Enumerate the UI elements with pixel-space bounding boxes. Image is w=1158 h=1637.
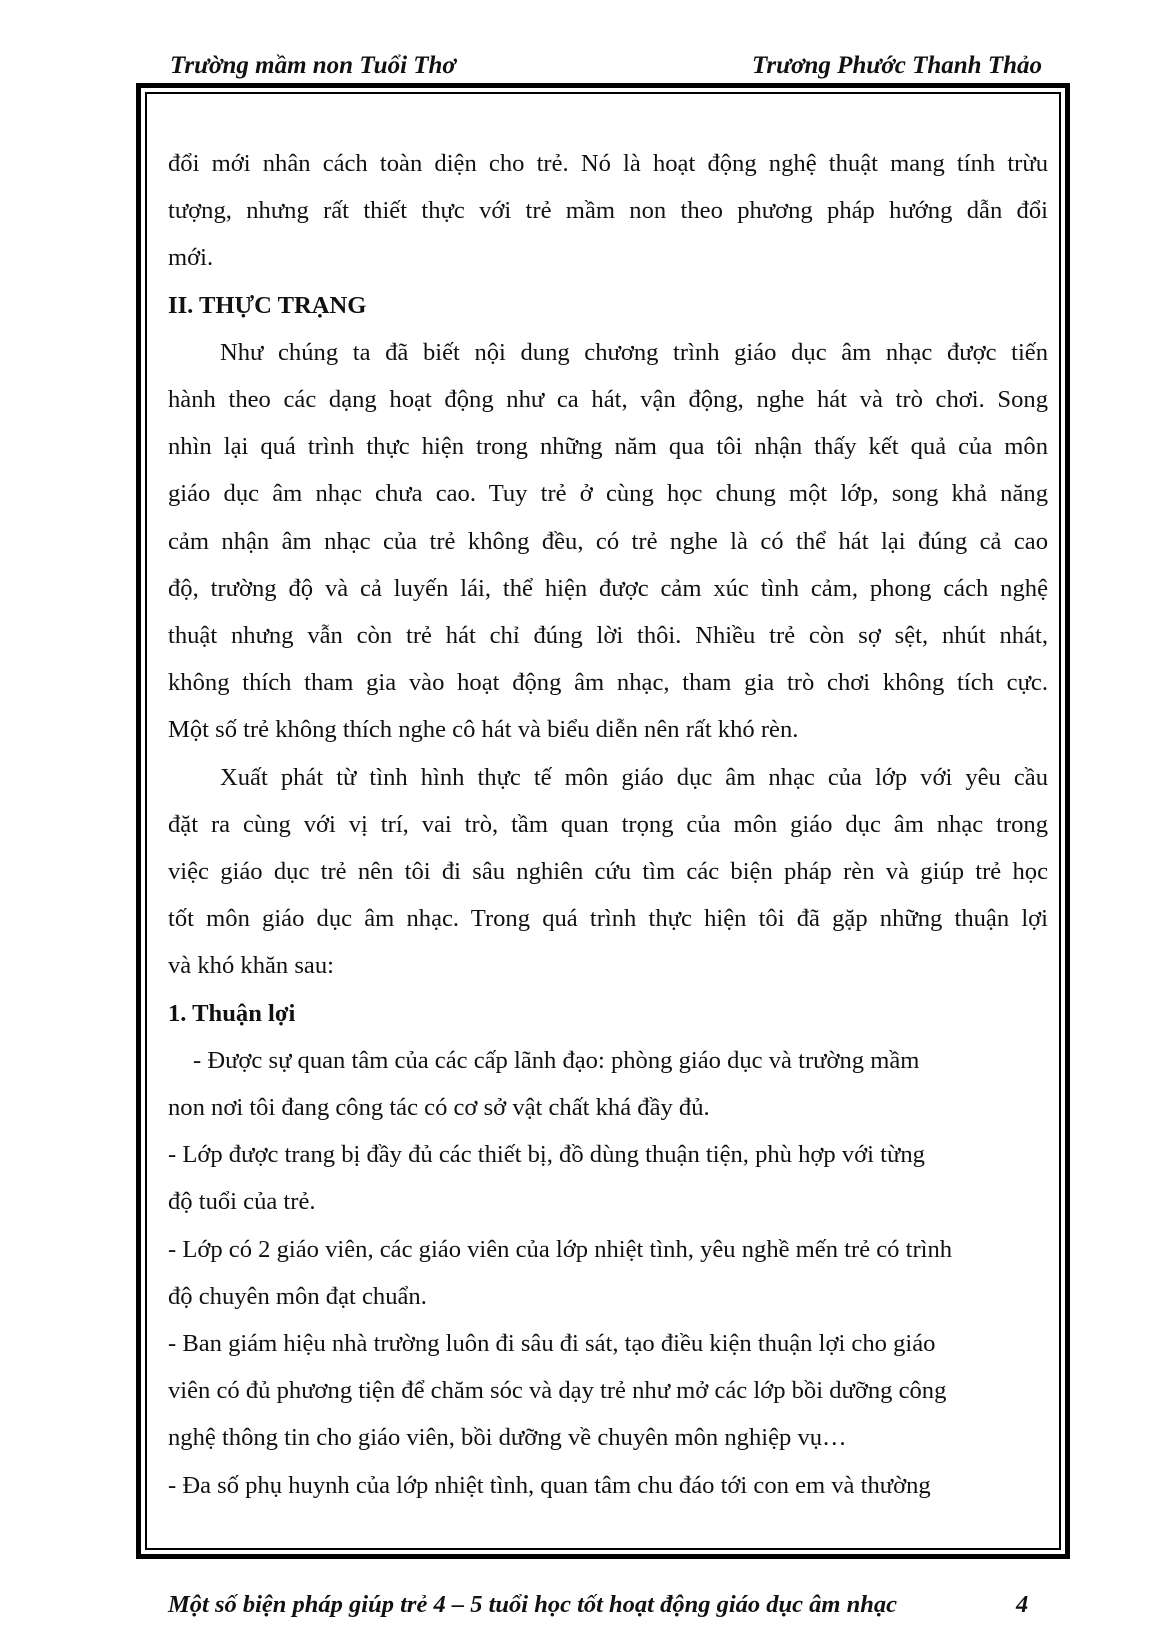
paragraph-line: Như chúng ta đã biết nội dung chương trình giáo dục âm nhạc được tiến — [220, 338, 1048, 366]
bullet-line: - Ban giám hiệu nhà trường luôn đi sâu đi sát, tạo điều kiện thuận lợi cho giáo — [168, 1330, 936, 1358]
paragraph-line: đặt ra cùng với vị trí, vai trò, tầm quan trọng của môn giáo dục âm nhạc trong — [168, 810, 1048, 838]
paragraph-line: Một số trẻ không thích nghe cô hát và biểu diễn nên rất khó rèn. — [168, 716, 799, 744]
paragraph-line: độ, trường độ và cả luyến lái, thể hiện được cảm xúc tình cảm, phong cách nghệ — [168, 574, 1048, 602]
paragraph-line: và khó khăn sau: — [168, 952, 334, 980]
bullet-line: viên có đủ phương tiện để chăm sóc và dạy trẻ như mở các lớp bồi dưỡng công — [168, 1377, 947, 1405]
paragraph-line: tượng, nhưng rất thiết thực với trẻ mầm non theo phương pháp hướng dẫn đổi — [168, 197, 1048, 225]
paragraph-line: không thích tham gia vào hoạt động âm nhạc, tham gia trò chơi không tích cực. — [168, 669, 1048, 697]
subsection-heading: 1. Thuận lợi — [168, 999, 296, 1027]
paragraph-line: thuật nhưng vẫn còn trẻ hát chỉ đúng lời thôi. Nhiều trẻ còn sợ sệt, nhút nhát, — [168, 622, 1048, 650]
bullet-line: độ chuyên môn đạt chuẩn. — [168, 1282, 427, 1310]
footer-document-title: Một số biện pháp giúp trẻ 4 – 5 tuổi học tốt hoạt động giáo dục âm nhạc — [168, 1591, 897, 1618]
bullet-line: độ tuổi của trẻ. — [168, 1188, 316, 1216]
paragraph-line: đổi mới nhân cách toàn diện cho trẻ. Nó là hoạt động nghệ thuật mang tính trừu — [168, 150, 1048, 177]
bullet-line: non nơi tôi đang công tác có cơ sở vật chất khá đầy đủ. — [168, 1094, 710, 1122]
paragraph-line: hành theo các dạng hoạt động như ca hát, vận động, nghe hát và trò chơi. Song — [168, 386, 1048, 414]
section-heading: II. THỰC TRẠNG — [168, 291, 367, 319]
bullet-line: - Được sự quan tâm của các cấp lãnh đạo: phòng giáo dục và trường mầm — [193, 1046, 920, 1074]
bullet-line: - Lớp được trang bị đầy đủ các thiết bị, đồ dùng thuận tiện, phù hợp với từng — [168, 1141, 925, 1169]
bullet-line: - Lớp có 2 giáo viên, các giáo viên của lớp nhiệt tình, yêu nghề mến trẻ có trình — [168, 1235, 953, 1263]
bullet-line: - Đa số phụ huynh của lớp nhiệt tình, quan tâm chu đáo tới con em và thường — [168, 1471, 931, 1499]
bullet-line: nghệ thông tin cho giáo viên, bồi dưỡng về chuyên môn nghiệp vụ… — [168, 1424, 847, 1452]
paragraph-line: nhìn lại quá trình thực hiện trong những năm qua tôi nhận thấy kết quả của môn — [168, 433, 1048, 461]
header-author-name: Trương Phước Thanh Thảo — [752, 52, 1042, 79]
header-school-name: Trường mầm non Tuổi Thơ — [170, 52, 456, 79]
paragraph-line: tốt môn giáo dục âm nhạc. Trong quá trình thực hiện tôi đã gặp những thuận lợi — [168, 905, 1048, 933]
paragraph-line: việc giáo dục trẻ nên tôi đi sâu nghiên cứu tìm các biện pháp rèn và giúp trẻ học — [168, 858, 1048, 886]
paragraph-line: Xuất phát từ tình hình thực tế môn giáo dục âm nhạc của lớp với yêu cầu — [220, 763, 1048, 791]
footer-page-number: 4 — [1016, 1591, 1029, 1618]
paragraph-line: cảm nhận âm nhạc của trẻ không đều, có trẻ nghe là có thể hát lại đúng cả cao — [168, 527, 1048, 555]
paragraph-line: giáo dục âm nhạc chưa cao. Tuy trẻ ở cùng học chung một lớp, song khả năng — [168, 480, 1048, 508]
document-body — [168, 140, 1048, 1509]
paragraph-line: mới. — [168, 244, 214, 272]
